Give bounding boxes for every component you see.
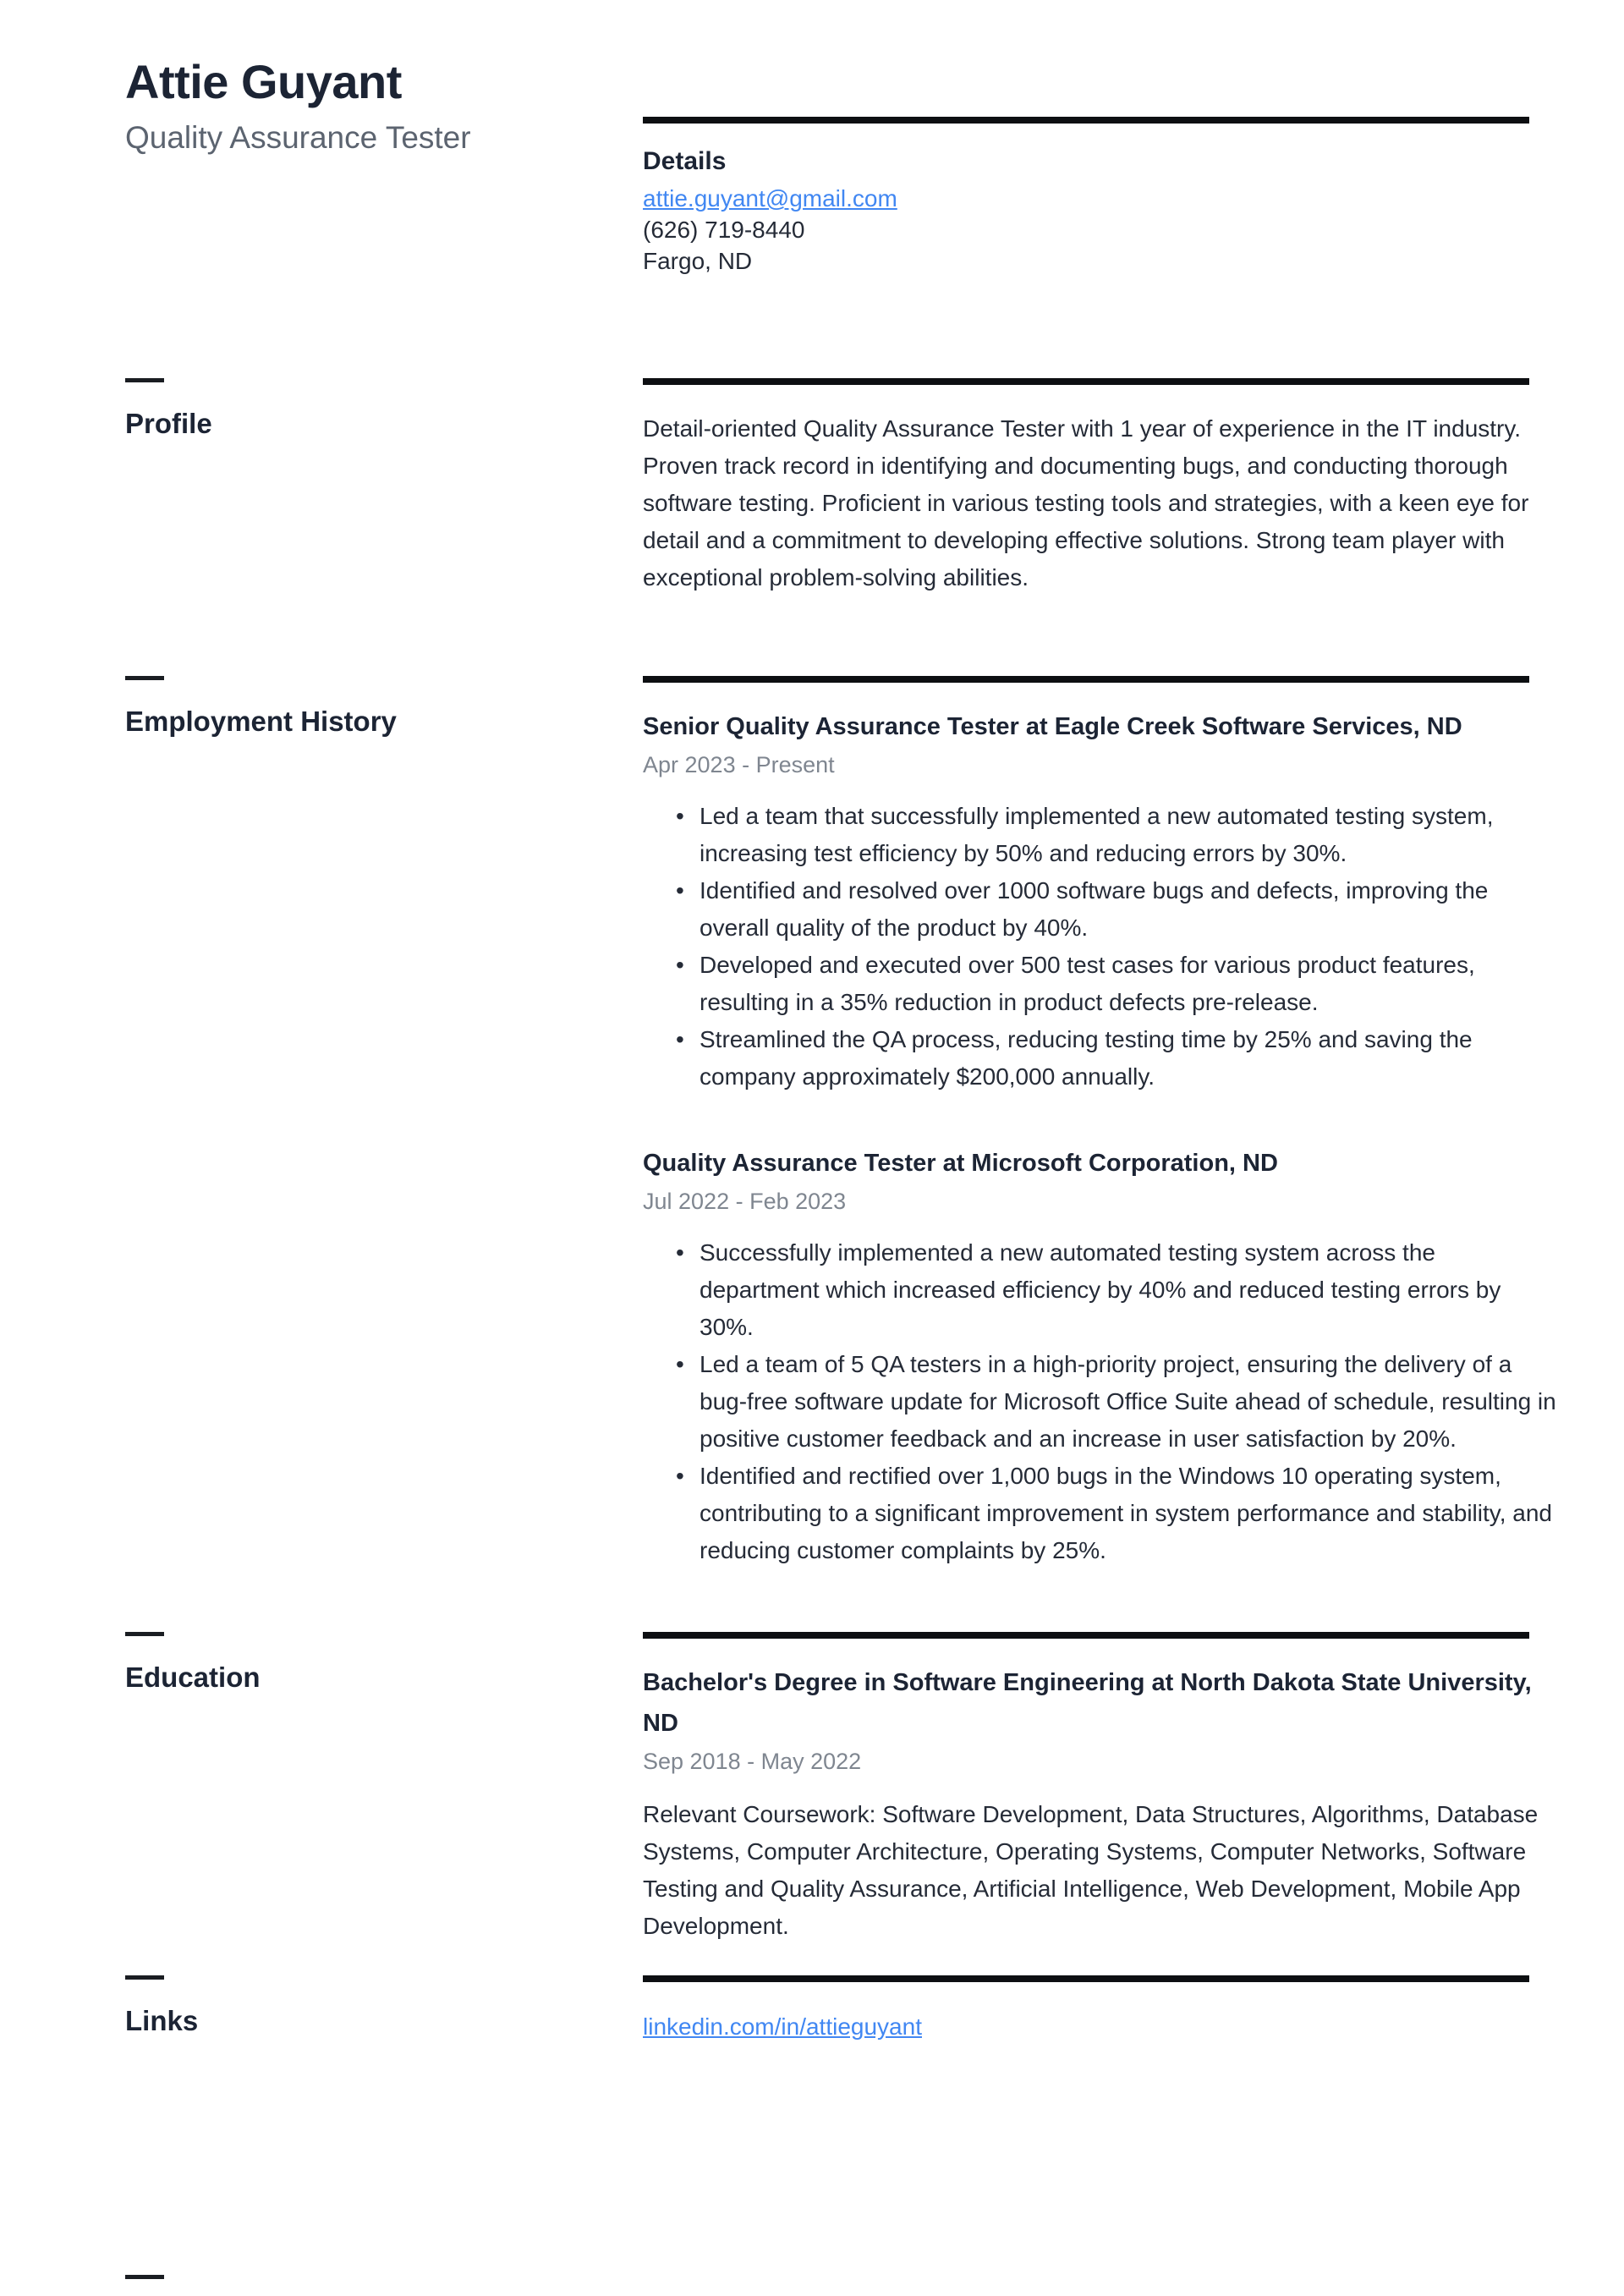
details-section-rule	[643, 117, 1529, 124]
education-heading: Education	[125, 1662, 261, 1693]
education-section-rule	[643, 1632, 1529, 1639]
links-label	[125, 1975, 489, 2037]
education-section	[125, 1632, 1561, 1945]
job-bullet: • Led a team of 5 QA testers in a high-priority project, ensuring the delivery of a bug-free software update for Microsoft Office Suite ahead of schedule, resulting in positive customer feedback and an increase in user satisfaction by 20%.	[700, 1346, 1561, 1458]
employment-content	[643, 676, 1561, 1569]
employment-label	[125, 676, 489, 738]
job-bullet: • Led a team that successfully implemented a new automated testing system, increasing test efficiency by 50% and reducing errors by 30%.	[700, 798, 1561, 872]
next-section-dash	[125, 2275, 164, 2279]
job-bullet-list	[643, 798, 1561, 1096]
education-entry	[643, 1662, 1561, 1945]
job-bullet: • Successfully implemented a new automated testing system across the department which increased efficiency by 40% and reduced testing errors by 30%.	[700, 1234, 1561, 1346]
links-content	[643, 1975, 1561, 2042]
links-dash	[125, 1975, 164, 1980]
education-entries	[643, 1662, 1561, 1945]
person-name: Attie Guyant	[125, 55, 402, 108]
phone-number: (626) 719-8440	[643, 217, 805, 243]
education-label	[125, 1632, 489, 1694]
employment-section	[125, 676, 1561, 1569]
job-bullet: • Developed and executed over 500 test cases for various product features, resulting in a 35% reduction in product defects pre-release.	[700, 947, 1561, 1021]
profile-dash	[125, 378, 164, 382]
job-bullet: • Streamlined the QA process, reducing testing time by 25% and saving the company approximately $200,000 annually.	[700, 1021, 1561, 1096]
header-left	[125, 56, 489, 159]
email-link[interactable]: attie.guyant@gmail.com	[643, 185, 897, 211]
profile-heading: Profile	[125, 408, 212, 439]
job-entry	[643, 1143, 1561, 1569]
linkedin-link[interactable]: linkedin.com/in/attieguyant	[643, 2013, 922, 2040]
education-content	[643, 1632, 1561, 1945]
education-description: Relevant Coursework: Software Development, Data Structures, Algorithms, Database Systems, Computer Architecture, Operating Systems, Computer Networks, Software Testing and Quality Assurance, Artificial Intelligence, Web Development, Mobile App Development.	[643, 1801, 1539, 1939]
profile-section	[125, 378, 1561, 596]
profile-label	[125, 378, 489, 440]
person-job-title: Quality Assurance Tester	[125, 119, 471, 155]
links-section	[125, 1975, 1561, 2042]
job-bullet-list	[643, 1234, 1561, 1569]
job-title: Senior Quality Assurance Tester at Eagle Creek Software Services, ND	[643, 713, 1462, 740]
details-heading: Details	[643, 147, 727, 175]
job-dates: Jul 2022 - Feb 2023	[643, 1189, 847, 1214]
employment-dash	[125, 676, 164, 680]
job-entry	[643, 706, 1561, 1096]
degree-title: Bachelor's Degree in Software Engineering at North Dakota State University, ND	[643, 1669, 1532, 1737]
job-title: Quality Assurance Tester at Microsoft Corporation, ND	[643, 1150, 1278, 1177]
links-section-rule	[643, 1975, 1529, 1982]
profile-content	[643, 378, 1561, 596]
location-text: Fargo, ND	[643, 248, 753, 274]
job-bullet: • Identified and resolved over 1000 software bugs and defects, improving the overall quality of the product by 40%.	[700, 872, 1561, 947]
job-dates: Apr 2023 - Present	[643, 752, 835, 777]
employment-heading: Employment History	[125, 706, 397, 737]
profile-summary: Detail-oriented Quality Assurance Tester with 1 year of experience in the IT industry. Proven track record in identifying and documenting bugs, and conducting thorough software testing. Proficient in various testing tools and strategies, with a keen eye for detail and a commitment to developing effective solutions. Strong team player with exceptional problem-solving abilities.	[643, 415, 1529, 590]
details-block	[643, 56, 1561, 277]
job-bullet: • Identified and rectified over 1,000 bugs in the Windows 10 operating system, contributing to a significant improvement in system performance and stability, and reducing customer complaints by 25%.	[700, 1458, 1561, 1569]
education-dates: Sep 2018 - May 2022	[643, 1749, 862, 1774]
education-dash	[125, 1632, 164, 1636]
job-entries	[643, 706, 1561, 1569]
profile-section-rule	[643, 378, 1529, 385]
header	[125, 56, 1561, 277]
employment-section-rule	[643, 676, 1529, 683]
links-heading: Links	[125, 2005, 199, 2036]
